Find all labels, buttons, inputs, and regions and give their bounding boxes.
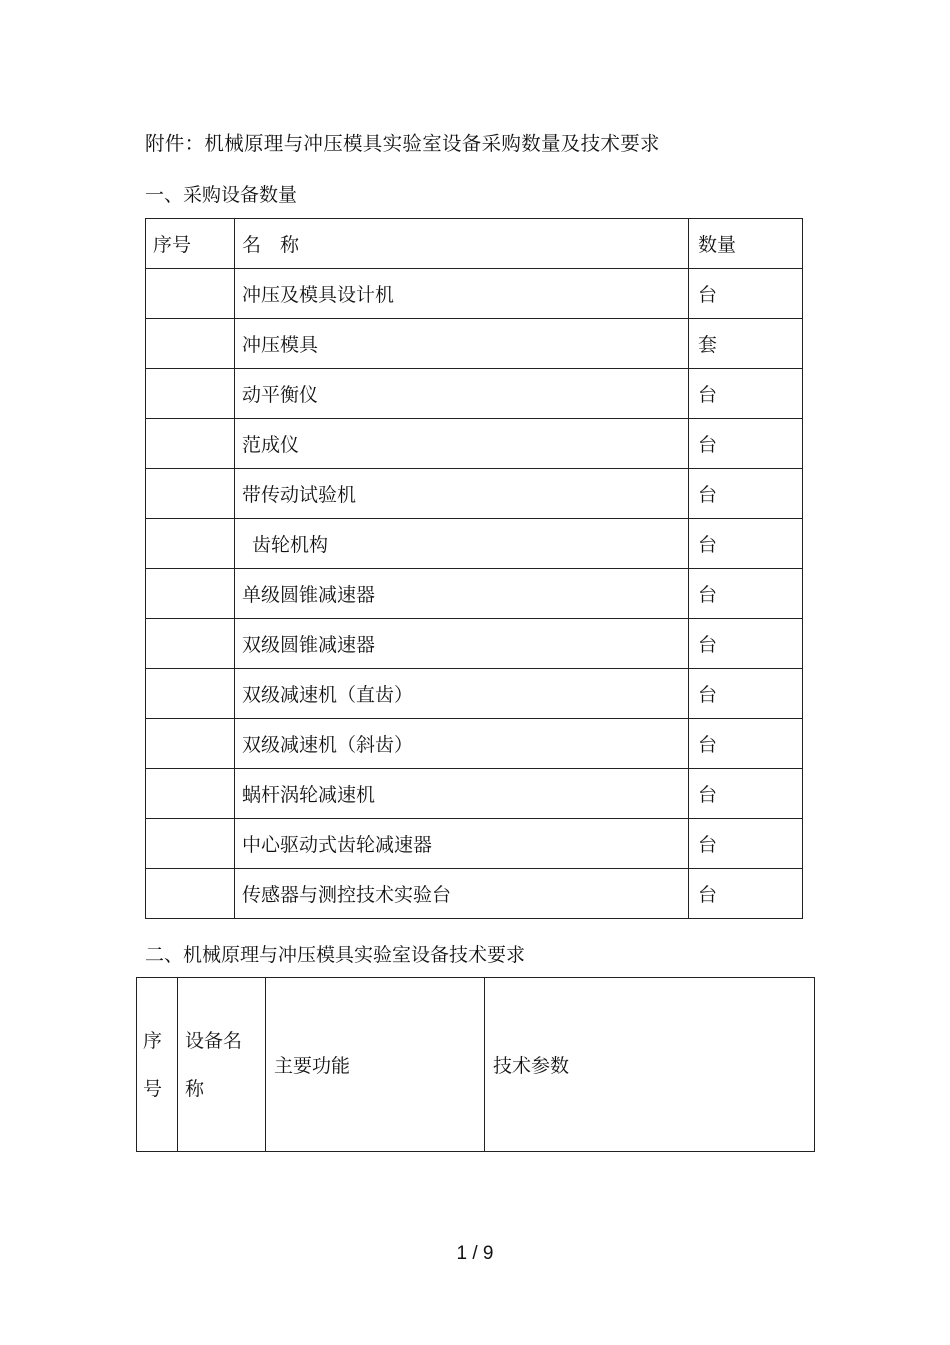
cell-serial xyxy=(146,869,235,919)
table-row xyxy=(146,419,803,469)
table-header-row xyxy=(146,219,803,269)
cell-serial xyxy=(146,819,235,869)
header-serial-line1: 序 xyxy=(143,1029,163,1052)
cell-name: 动平衡仪 xyxy=(235,369,689,419)
cell-name: 单级圆锥减速器 xyxy=(235,569,689,619)
cell-unit: 台 xyxy=(689,369,803,419)
cell-serial xyxy=(146,319,235,369)
cell-serial xyxy=(146,519,235,569)
cell-name: 传感器与测控技术实验台 xyxy=(235,869,689,919)
cell-name: 中心驱动式齿轮减速器 xyxy=(235,819,689,869)
cell-serial xyxy=(146,369,235,419)
header-device-name xyxy=(178,978,266,1152)
header-main-function: 主要功能 xyxy=(266,978,485,1152)
cell-serial xyxy=(146,419,235,469)
cell-unit: 台 xyxy=(689,719,803,769)
cell-unit: 台 xyxy=(689,269,803,319)
section-heading-technical: 二、机械原理与冲压模具实验室设备技术要求 xyxy=(145,944,526,966)
cell-unit: 台 xyxy=(689,619,803,669)
cell-unit: 套 xyxy=(689,319,803,369)
cell-name: 冲压及模具设计机 xyxy=(235,269,689,319)
table-row xyxy=(146,619,803,669)
cell-name: 蜗杆涡轮减速机 xyxy=(235,769,689,819)
cell-serial xyxy=(146,569,235,619)
table-row xyxy=(146,819,803,869)
header-serial: 序号 xyxy=(146,219,235,269)
table-row xyxy=(146,369,803,419)
table-row xyxy=(146,519,803,569)
table-row xyxy=(146,269,803,319)
technical-requirements-table xyxy=(136,977,815,1152)
cell-unit: 台 xyxy=(689,419,803,469)
table-row xyxy=(146,319,803,369)
cell-name: 范成仪 xyxy=(235,419,689,469)
cell-unit: 台 xyxy=(689,569,803,619)
cell-unit: 台 xyxy=(689,819,803,869)
header-name: 名 称 xyxy=(235,219,689,269)
page-title: 附件：机械原理与冲压模具实验室设备采购数量及技术要求 xyxy=(145,132,660,155)
cell-serial xyxy=(146,719,235,769)
cell-name: 冲压模具 xyxy=(235,319,689,369)
cell-serial xyxy=(146,269,235,319)
header-serial-line2: 号 xyxy=(143,1077,163,1100)
section-heading-quantity: 一、采购设备数量 xyxy=(145,184,298,206)
cell-serial xyxy=(146,669,235,719)
cell-name: 双级减速机（直齿） xyxy=(235,669,689,719)
cell-serial xyxy=(146,619,235,669)
table-header-row xyxy=(137,978,815,1152)
table-row xyxy=(146,769,803,819)
cell-serial xyxy=(146,469,235,519)
cell-name: 齿轮机构 xyxy=(252,534,329,556)
table-row xyxy=(146,569,803,619)
equipment-quantity-table xyxy=(145,218,803,919)
cell-unit: 台 xyxy=(689,869,803,919)
cell-serial xyxy=(146,769,235,819)
table-row xyxy=(146,869,803,919)
table-row xyxy=(146,669,803,719)
cell-name: 双级减速机（斜齿） xyxy=(235,719,689,769)
header-device-line2: 称 xyxy=(185,1077,205,1100)
cell-name: 带传动试验机 xyxy=(235,469,689,519)
table-row xyxy=(146,469,803,519)
cell-name: 双级圆锥减速器 xyxy=(235,619,689,669)
page-number: 1 / 9 xyxy=(456,1243,494,1264)
cell-unit: 台 xyxy=(689,519,803,569)
cell-unit: 台 xyxy=(689,469,803,519)
header-device-line1: 设备名 xyxy=(185,1029,243,1052)
table-row xyxy=(146,719,803,769)
header-technical-parameters: 技术参数 xyxy=(485,978,815,1152)
cell-unit: 台 xyxy=(689,769,803,819)
header-quantity: 数量 xyxy=(689,219,803,269)
cell-unit: 台 xyxy=(689,669,803,719)
header-serial xyxy=(137,978,178,1152)
